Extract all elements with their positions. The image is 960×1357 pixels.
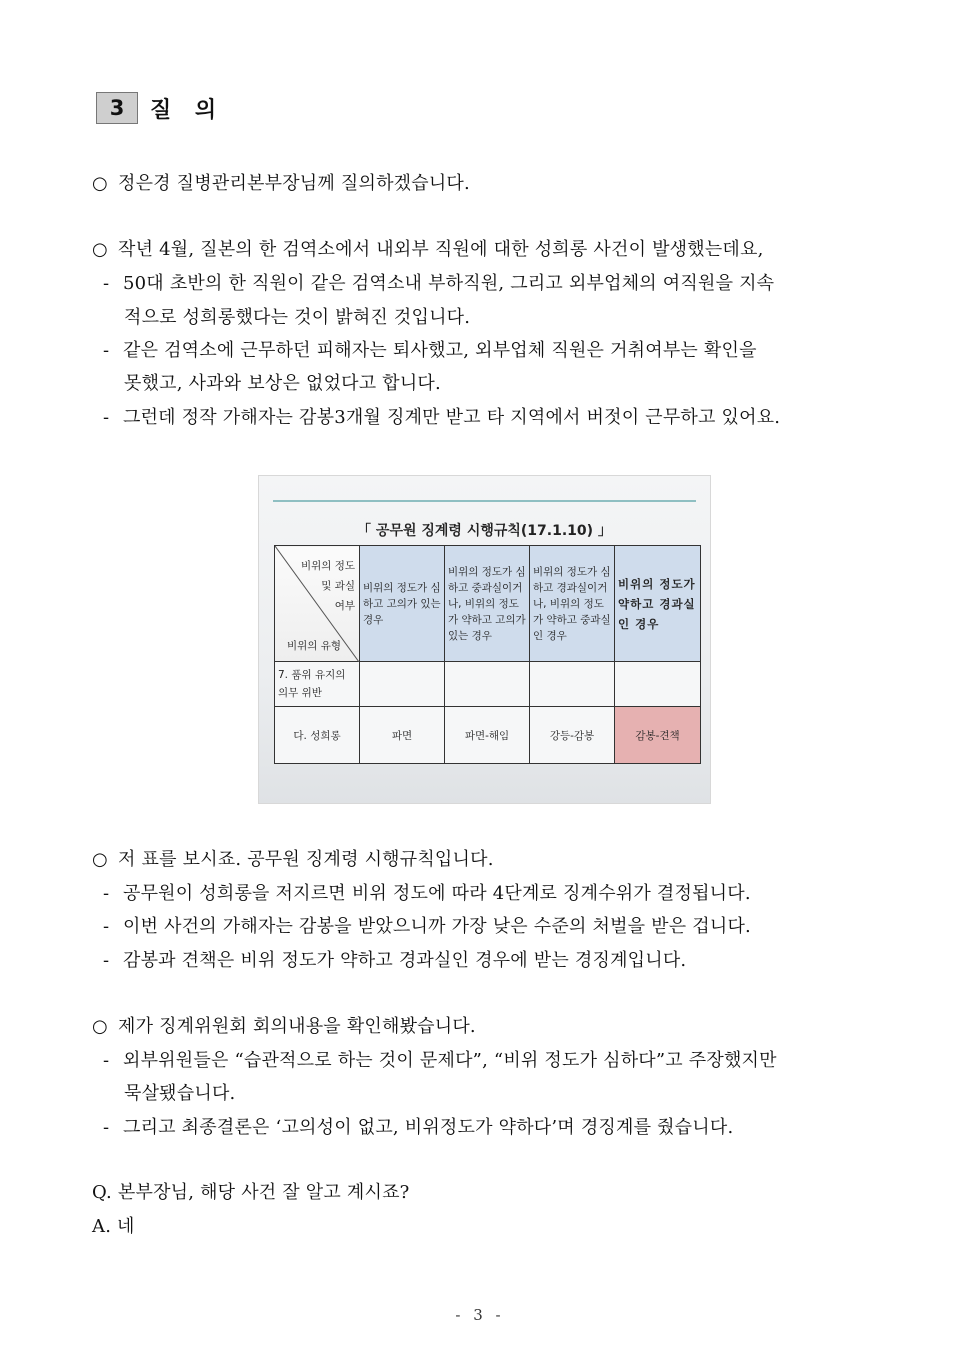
column-header: 비위의 정도가 심하고 고의가 있는 경우 bbox=[360, 546, 445, 662]
column-header: 비위의 정도가 약하고 경과실인 경우 bbox=[615, 546, 701, 662]
paragraph-committee: ○ 제가 징계위원회 회의내용을 확인해봤습니다. bbox=[92, 1016, 476, 1037]
section-header bbox=[96, 92, 224, 124]
circle-bullet-icon: ○ bbox=[92, 173, 108, 194]
table-cell bbox=[615, 662, 701, 707]
dash-bullet: - bbox=[103, 883, 110, 904]
figure-rule bbox=[273, 500, 696, 502]
question: Q. 본부장님, 해당 사건 잘 알고 계시죠? bbox=[92, 1182, 410, 1203]
highlighted-cell: 감봉-견책 bbox=[615, 707, 701, 764]
table-row bbox=[275, 707, 701, 764]
list-item: - 같은 검역소에 근무하던 피해자는 퇴사했고, 외부업체 직원은 거취여부는 확인을 bbox=[103, 340, 757, 361]
list-item-continuation: 적으로 성희롱했다는 것이 밝혀진 것입니다. bbox=[124, 307, 471, 328]
paragraph-table-intro: ○ 저 표를 보시죠. 공무원 징계령 시행규칙입니다. bbox=[92, 849, 494, 870]
section-title: 질 의 bbox=[150, 97, 225, 123]
page-number: - 3 - bbox=[455, 1306, 505, 1324]
dash-bullet: - bbox=[103, 1117, 110, 1138]
list-item: - 공무원이 성희롱을 저지르면 비위 정도에 따라 4단계로 징계수위가 결정됩니다. bbox=[103, 883, 751, 904]
table-cell bbox=[360, 662, 445, 707]
corner-top-label: 비위의 정도 및 과실 여부 bbox=[300, 560, 355, 612]
list-item: - 외부위원들은 “습관적으로 하는 것이 문제다”, “비위 정도가 심하다”고 주장했지만 bbox=[103, 1050, 777, 1071]
list-item: - 그런데 정작 가해자는 감봉3개월 징계만 받고 타 지역에서 버젓이 근무하고 있어요. bbox=[103, 407, 781, 428]
table-cell: 파면 bbox=[360, 707, 445, 764]
table-header-row bbox=[275, 546, 701, 662]
section-number: 3 bbox=[96, 92, 138, 124]
paragraph-intro: ○ 정은경 질병관리본부장님께 질의하겠습니다. bbox=[92, 173, 470, 194]
row-label: 7. 품위 유지의 의무 위반 bbox=[275, 662, 360, 707]
table-cell: 파면-해임 bbox=[445, 707, 530, 764]
list-item-continuation: 묵살됐습니다. bbox=[124, 1083, 236, 1104]
corner-header-cell bbox=[275, 546, 360, 662]
list-item: - 그리고 최종결론은 ‘고의성이 없고, 비위정도가 약하다’며 경징계를 줬습니다. bbox=[103, 1117, 734, 1138]
circle-bullet-icon: ○ bbox=[92, 239, 108, 260]
row-label: 다. 성희롱 bbox=[275, 707, 360, 764]
column-header: 비위의 정도가 심하고 중과실이거나, 비위의 정도가 약하고 고의가 있는 경우 bbox=[445, 546, 530, 662]
dash-bullet: - bbox=[103, 1050, 110, 1071]
dash-bullet: - bbox=[103, 273, 110, 294]
dash-bullet: - bbox=[103, 950, 110, 971]
corner-bottom-label: 비위의 유형 bbox=[287, 640, 342, 652]
list-item: - 감봉과 견책은 비위 정도가 약하고 경과실인 경우에 받는 경징계입니다. bbox=[103, 950, 687, 971]
disciplinary-table bbox=[274, 545, 701, 764]
list-item: - 이번 사건의 가해자는 감봉을 받았으니까 가장 낮은 수준의 처벌을 받은 겁니다. bbox=[103, 916, 751, 937]
dash-bullet: - bbox=[103, 340, 110, 361]
disciplinary-rules-figure bbox=[258, 475, 711, 804]
dash-bullet: - bbox=[103, 916, 110, 937]
list-item-continuation: 못했고, 사과와 보상은 없었다고 합니다. bbox=[124, 373, 441, 394]
list-item: - 50대 초반의 한 직원이 같은 검역소내 부하직원, 그리고 외부업체의 여직원을 지속 bbox=[103, 273, 775, 294]
table-cell: 강등-감봉 bbox=[530, 707, 615, 764]
column-header: 비위의 정도가 심하고 경과실이거나, 비위의 정도가 약하고 중과실인 경우 bbox=[530, 546, 615, 662]
table-cell bbox=[445, 662, 530, 707]
table-row bbox=[275, 662, 701, 707]
answer: A. 네 bbox=[92, 1216, 135, 1237]
figure-title: 「 공무원 징계령 시행규칙(17.1.10) 」 bbox=[357, 523, 612, 539]
dash-bullet: - bbox=[103, 407, 110, 428]
circle-bullet-icon: ○ bbox=[92, 849, 108, 870]
circle-bullet-icon: ○ bbox=[92, 1016, 108, 1037]
paragraph-incident: ○ 작년 4월, 질본의 한 검역소에서 내외부 직원에 대한 성희롱 사건이 발생했는데요, bbox=[92, 239, 764, 260]
table-cell bbox=[530, 662, 615, 707]
